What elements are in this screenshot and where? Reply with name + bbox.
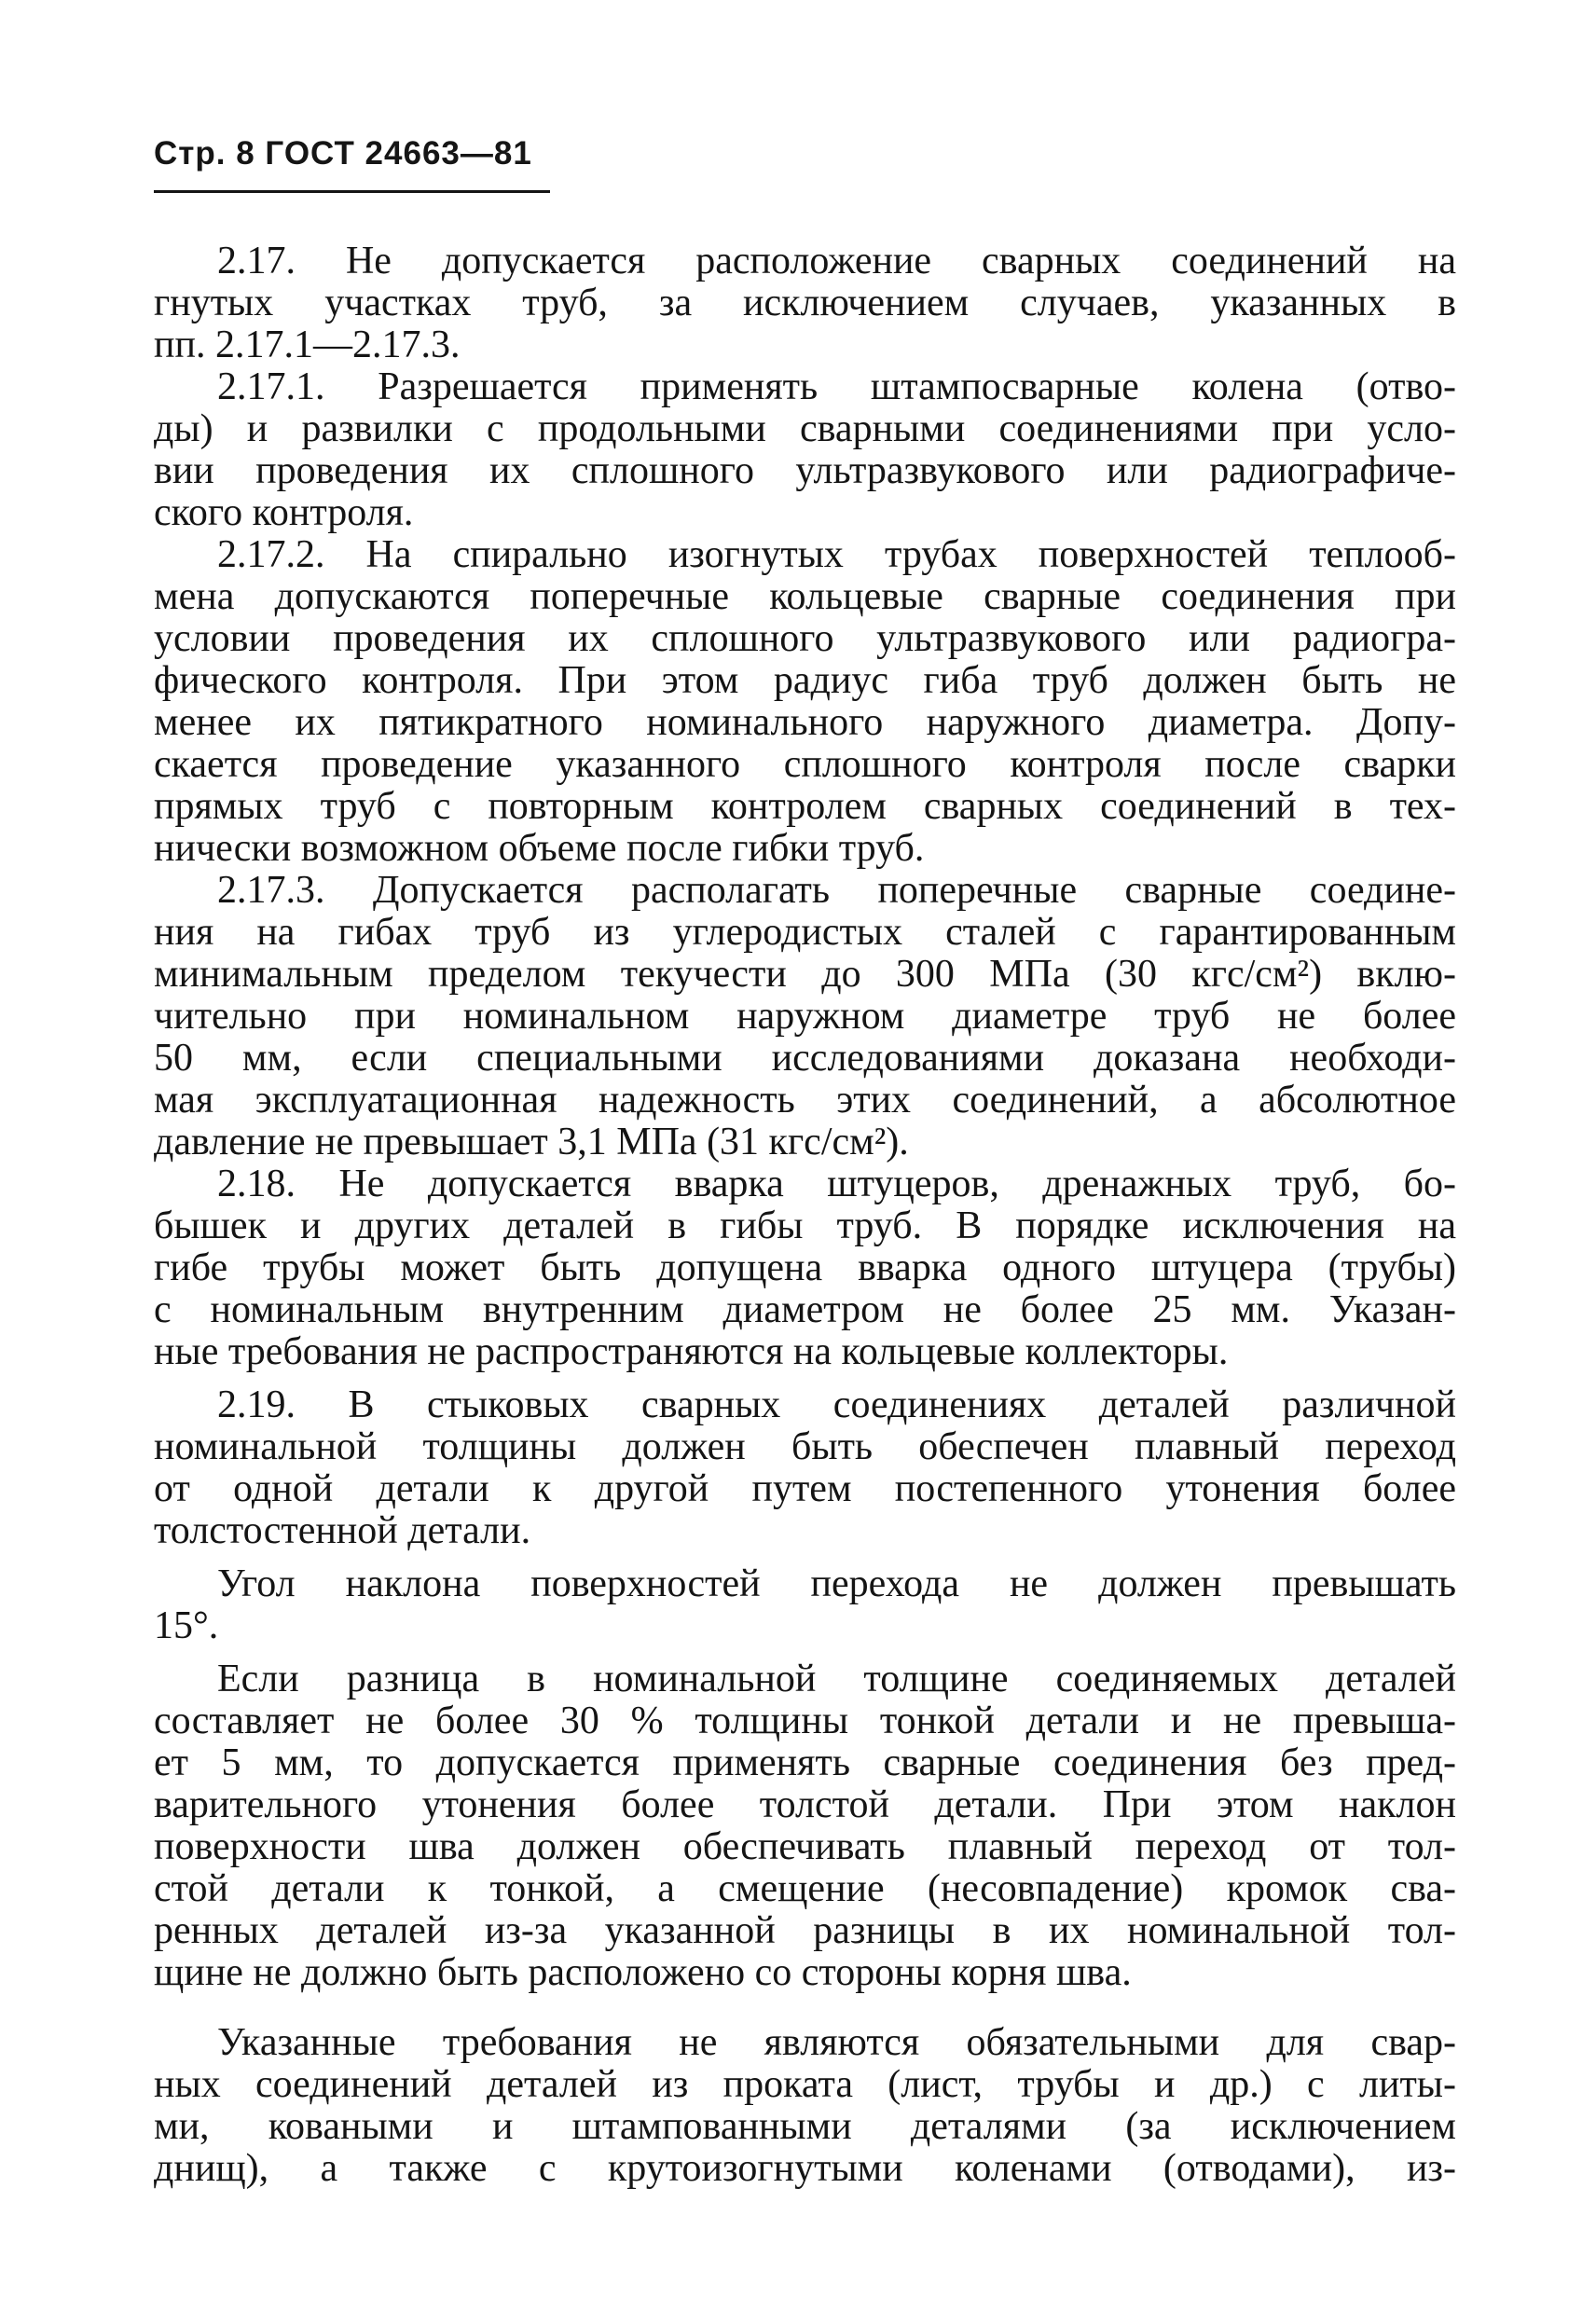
paragraph-difference xyxy=(154,1658,1456,1994)
text-line: ет 5 мм, то допускается применять сварные соединения без пред- xyxy=(154,1741,1456,1784)
text-line: ные требования не распространяются на кольцевые коллекторы. xyxy=(154,1330,1229,1373)
header-rule xyxy=(154,190,550,193)
paragraph-2-18 xyxy=(154,1163,1456,1373)
text-line: скается проведение указанного сплошного контроля после сварки xyxy=(154,743,1456,786)
text-line: ния на гибах труб из углеродистых сталей с гарантированным xyxy=(154,911,1456,954)
text-line: ского контроля. xyxy=(154,491,414,534)
text-line: номинальной толщины должен быть обеспечен плавный переход xyxy=(154,1425,1456,1468)
text-line: 2.17.2. На спирально изогнутых трубах поверхностей теплооб- xyxy=(217,533,1456,576)
paragraph-2-17 xyxy=(154,241,1456,366)
paragraph-gap xyxy=(154,1994,1456,2022)
text-line: 2.17.3. Допускается располагать поперечные сварные соедине- xyxy=(217,869,1456,912)
paragraph-2-17-2 xyxy=(154,534,1456,870)
text-line: Указанные требования не являются обязательными для свар- xyxy=(217,2021,1456,2064)
text-line: чительно при номинальном наружном диаметре труб не более xyxy=(154,995,1456,1038)
text-line: менее их пятикратного номинального наружного диаметра. Допу- xyxy=(154,701,1456,744)
text-line: с номинальным внутренним диаметром не более 25 мм. Указан- xyxy=(154,1288,1456,1331)
text-line: гнутых участках труб, за исключением случаев, указанных в xyxy=(154,282,1456,324)
text-line: вии проведения их сплошного ультразвукового или радиографиче- xyxy=(154,449,1456,492)
text-line: пп. 2.17.1—2.17.3. xyxy=(154,323,461,366)
text-line: ренных деталей из-за указанной разницы в их номинальной тол- xyxy=(154,1909,1456,1952)
text-line: ных соединений деталей из проката (лист, трубы и др.) с литы- xyxy=(154,2063,1456,2106)
document-body xyxy=(154,241,1456,2190)
text-line: 2.17. Не допускается расположение сварных соединений на xyxy=(217,240,1456,282)
text-line: 15°. xyxy=(154,1604,219,1647)
text-line: мена допускаются поперечные кольцевые сварные соединения при xyxy=(154,575,1456,618)
paragraph-2-17-1 xyxy=(154,366,1456,534)
paragraph-angle xyxy=(154,1563,1456,1647)
text-line: 50 мм, если специальными исследованиями доказана необходи- xyxy=(154,1037,1456,1080)
text-line: щине не должно быть расположено со стороны корня шва. xyxy=(154,1951,1132,1994)
text-line: гибе трубы может быть допущена вварка одного штуцера (трубы) xyxy=(154,1246,1456,1289)
paragraph-requirements xyxy=(154,2022,1456,2190)
text-line: толстостенной детали. xyxy=(154,1509,531,1552)
text-line: ми, коваными и штампованными деталями (за исключением xyxy=(154,2105,1456,2148)
text-line: минимальным пределом текучести до 300 МПа (30 кгс/см²) вклю- xyxy=(154,953,1456,996)
page-header: Стр. 8 ГОСТ 24663—81 xyxy=(154,135,532,172)
text-line: стой детали к тонкой, а смещение (несовпадение) кромок сва- xyxy=(154,1867,1456,1910)
text-line: Если разница в номинальной толщине соединяемых деталей xyxy=(217,1658,1456,1700)
text-line: поверхности шва должен обеспечивать плавный переход от тол- xyxy=(154,1825,1456,1868)
text-line: от одной детали к другой путем постепенного утонения более xyxy=(154,1467,1456,1510)
text-line: 2.17.1. Разрешается применять штампосварные колена (отво- xyxy=(217,365,1456,408)
text-line: варительного утонения более толстой детали. При этом наклон xyxy=(154,1783,1456,1826)
text-line: 2.19. В стыковых сварных соединениях деталей различной xyxy=(217,1383,1456,1426)
text-line: составляет не более 30 % толщины тонкой детали и не превыша- xyxy=(154,1700,1456,1742)
text-line: Угол наклона поверхностей перехода не должен превышать xyxy=(217,1562,1456,1605)
text-line: мая эксплуатационная надежность этих соединений, а абсолютное xyxy=(154,1079,1456,1122)
text-line: ды) и развилки с продольными сварными соединениями при усло- xyxy=(154,407,1456,450)
text-line: бышек и других деталей в гибы труб. В порядке исключения на xyxy=(154,1204,1456,1247)
text-line: фического контроля. При этом радиус гиба труб должен быть не xyxy=(154,659,1456,702)
text-line: условии проведения их сплошного ультразвукового или радиогра- xyxy=(154,617,1456,660)
paragraph-2-19 xyxy=(154,1384,1456,1552)
text-line: днищ), а также с крутоизогнутыми коленами (отводами), из- xyxy=(154,2147,1456,2190)
text-line: давление не превышает 3,1 МПа (31 кгс/см²). xyxy=(154,1121,909,1163)
paragraph-2-17-3 xyxy=(154,870,1456,1163)
text-line: прямых труб с повторным контролем сварных соединений в тех- xyxy=(154,785,1456,828)
text-line: 2.18. Не допускается вварка штуцеров, дренажных труб, бо- xyxy=(217,1163,1456,1205)
text-line: нически возможном объеме после гибки труб. xyxy=(154,827,925,870)
